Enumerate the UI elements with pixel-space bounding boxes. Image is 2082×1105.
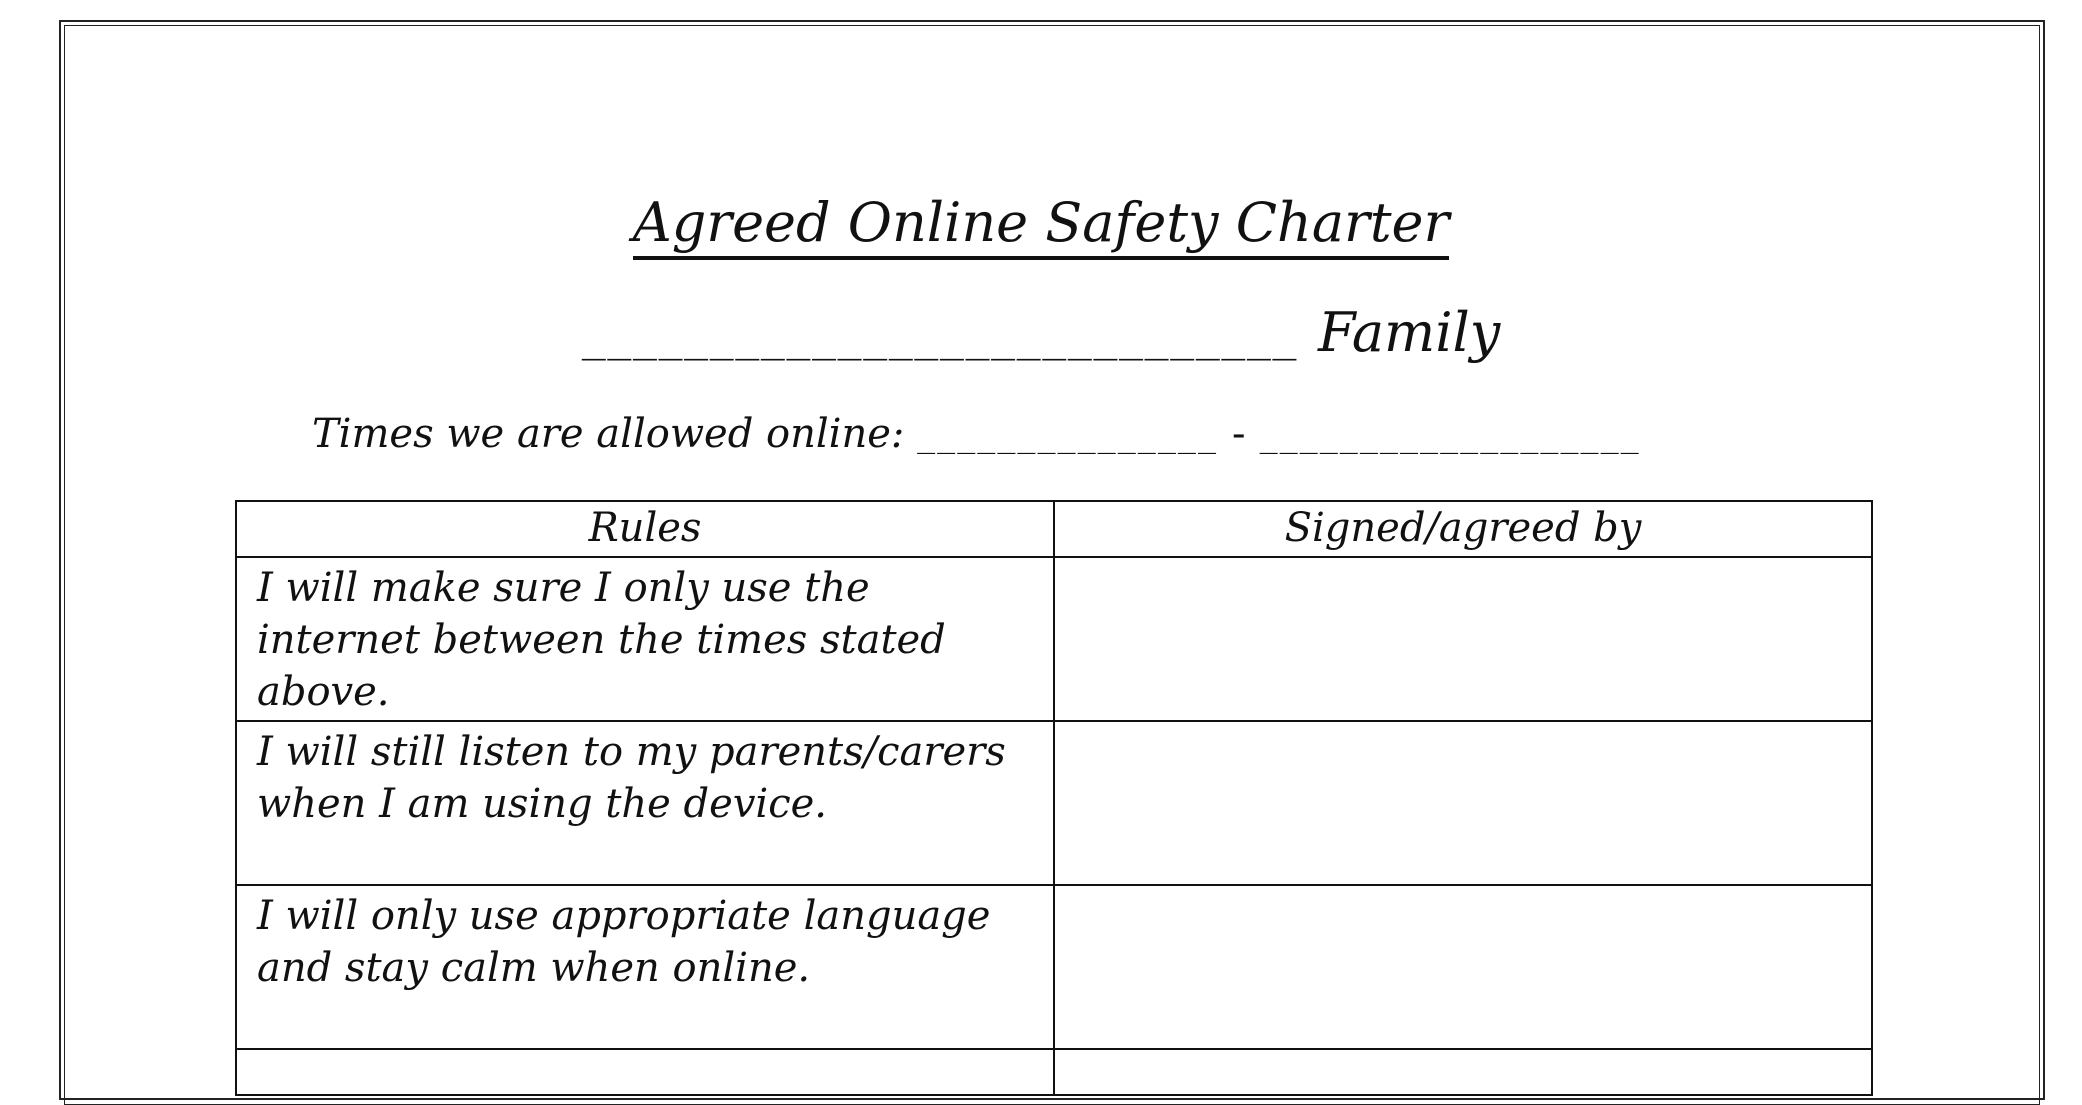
family-name-line (0, 301, 2082, 364)
table-row (236, 721, 1872, 885)
rule-cell-partial (236, 1049, 1054, 1095)
times-start-blank[interactable]: _______________ (917, 420, 1219, 455)
table-row (236, 557, 1872, 721)
rule-cell: I will still listen to my parents/carers when I am using the device. (236, 721, 1054, 885)
times-label: Times we are allowed online: (312, 411, 905, 457)
header-signed: Signed/agreed by (1054, 501, 1872, 557)
signature-cell[interactable] (1054, 721, 1872, 885)
rule-cell: I will make sure I only use the internet between the times stated above. (236, 557, 1054, 721)
rules-table (235, 500, 1873, 1096)
table-header-row (236, 501, 1872, 557)
table-row-partial (236, 1049, 1872, 1095)
times-end-blank[interactable]: ___________________ (1259, 420, 1641, 455)
family-name-blank[interactable]: ____________________________ (581, 315, 1299, 361)
signature-cell[interactable] (1054, 557, 1872, 721)
page-title (0, 191, 2082, 254)
rule-cell: I will only use appropriate language and stay calm when online. (236, 885, 1054, 1049)
table-row (236, 885, 1872, 1049)
header-rules: Rules (236, 501, 1054, 557)
family-label: Family (1318, 301, 1501, 364)
title-text: Agreed Online Safety Charter (633, 191, 1450, 260)
signature-cell[interactable] (1054, 885, 1872, 1049)
signature-cell-partial[interactable] (1054, 1049, 1872, 1095)
online-times-line (312, 411, 1641, 457)
times-separator: - (1232, 411, 1246, 457)
